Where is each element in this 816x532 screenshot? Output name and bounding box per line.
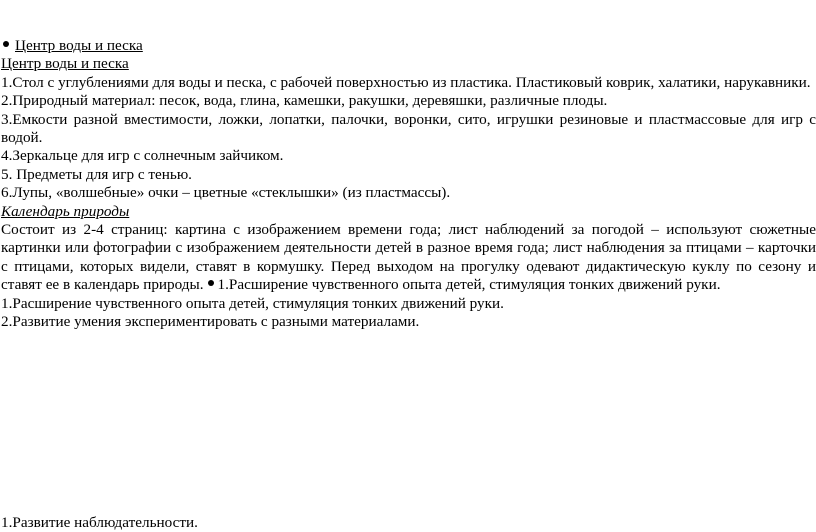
calendar-text: Состоит из 2-4 страниц: картина с изображением времени года; лист наблюдений за погодой – используют сюжетные картинки или фотографии с изображением деятельности детей в разное время года; лист наблюдения за птицами – карточки с птицами, которых видели, ставят в кормушку. Перед выходом на прогулку одевают дидактическую куклу по сезону и ставят ее в календарь природы. [1, 221, 816, 294]
list-item-3: 3.Емкости разной вместимости, ложки, лопатки, палочки, воронки, сито, игрушки резиновые и пластмассовые для игр с водой. [1, 110, 816, 147]
calendar-paragraph [0, 221, 816, 295]
list-item-6: 6.Лупы, «волшебные» очки – цветные «стеклышки» (из пластмассы). [1, 184, 451, 202]
bullet-icon [3, 41, 9, 47]
bullet-icon [208, 280, 214, 286]
bullet-heading [0, 37, 816, 55]
document-body [0, 37, 816, 332]
section-heading: Центр воды и песка [1, 55, 129, 73]
calendar-after-bullet: 1.Расширение чувственного опыта детей, стимуляция тонких движений руки. [217, 276, 721, 294]
goal-2: 2.Развитие умения экспериментировать с разными материалами. [1, 313, 420, 331]
list-item-2: 2.Природный материал: песок, вода, глина, камешки, ракушки, деревяшки, различные плоды. [1, 92, 608, 110]
goal-1: 1.Расширение чувственного опыта детей, стимуляция тонких движений руки. [1, 294, 504, 312]
list-item-4: 4.Зеркальце для игр с солнечным зайчиком. [1, 147, 284, 165]
calendar-title: Календарь природы [1, 202, 130, 220]
bottom-line: 1.Развитие наблюдательности. [1, 514, 198, 531]
list-item-1: 1.Стол с углублениями для воды и песка, с рабочей поверхностью из пластика. Пластиковый коврик, халатики, нарукавники. [1, 73, 811, 91]
heading-bullet-text: Центр воды и песка [15, 37, 143, 54]
list-item-5: 5. Предметы для игр с тенью. [1, 165, 192, 183]
